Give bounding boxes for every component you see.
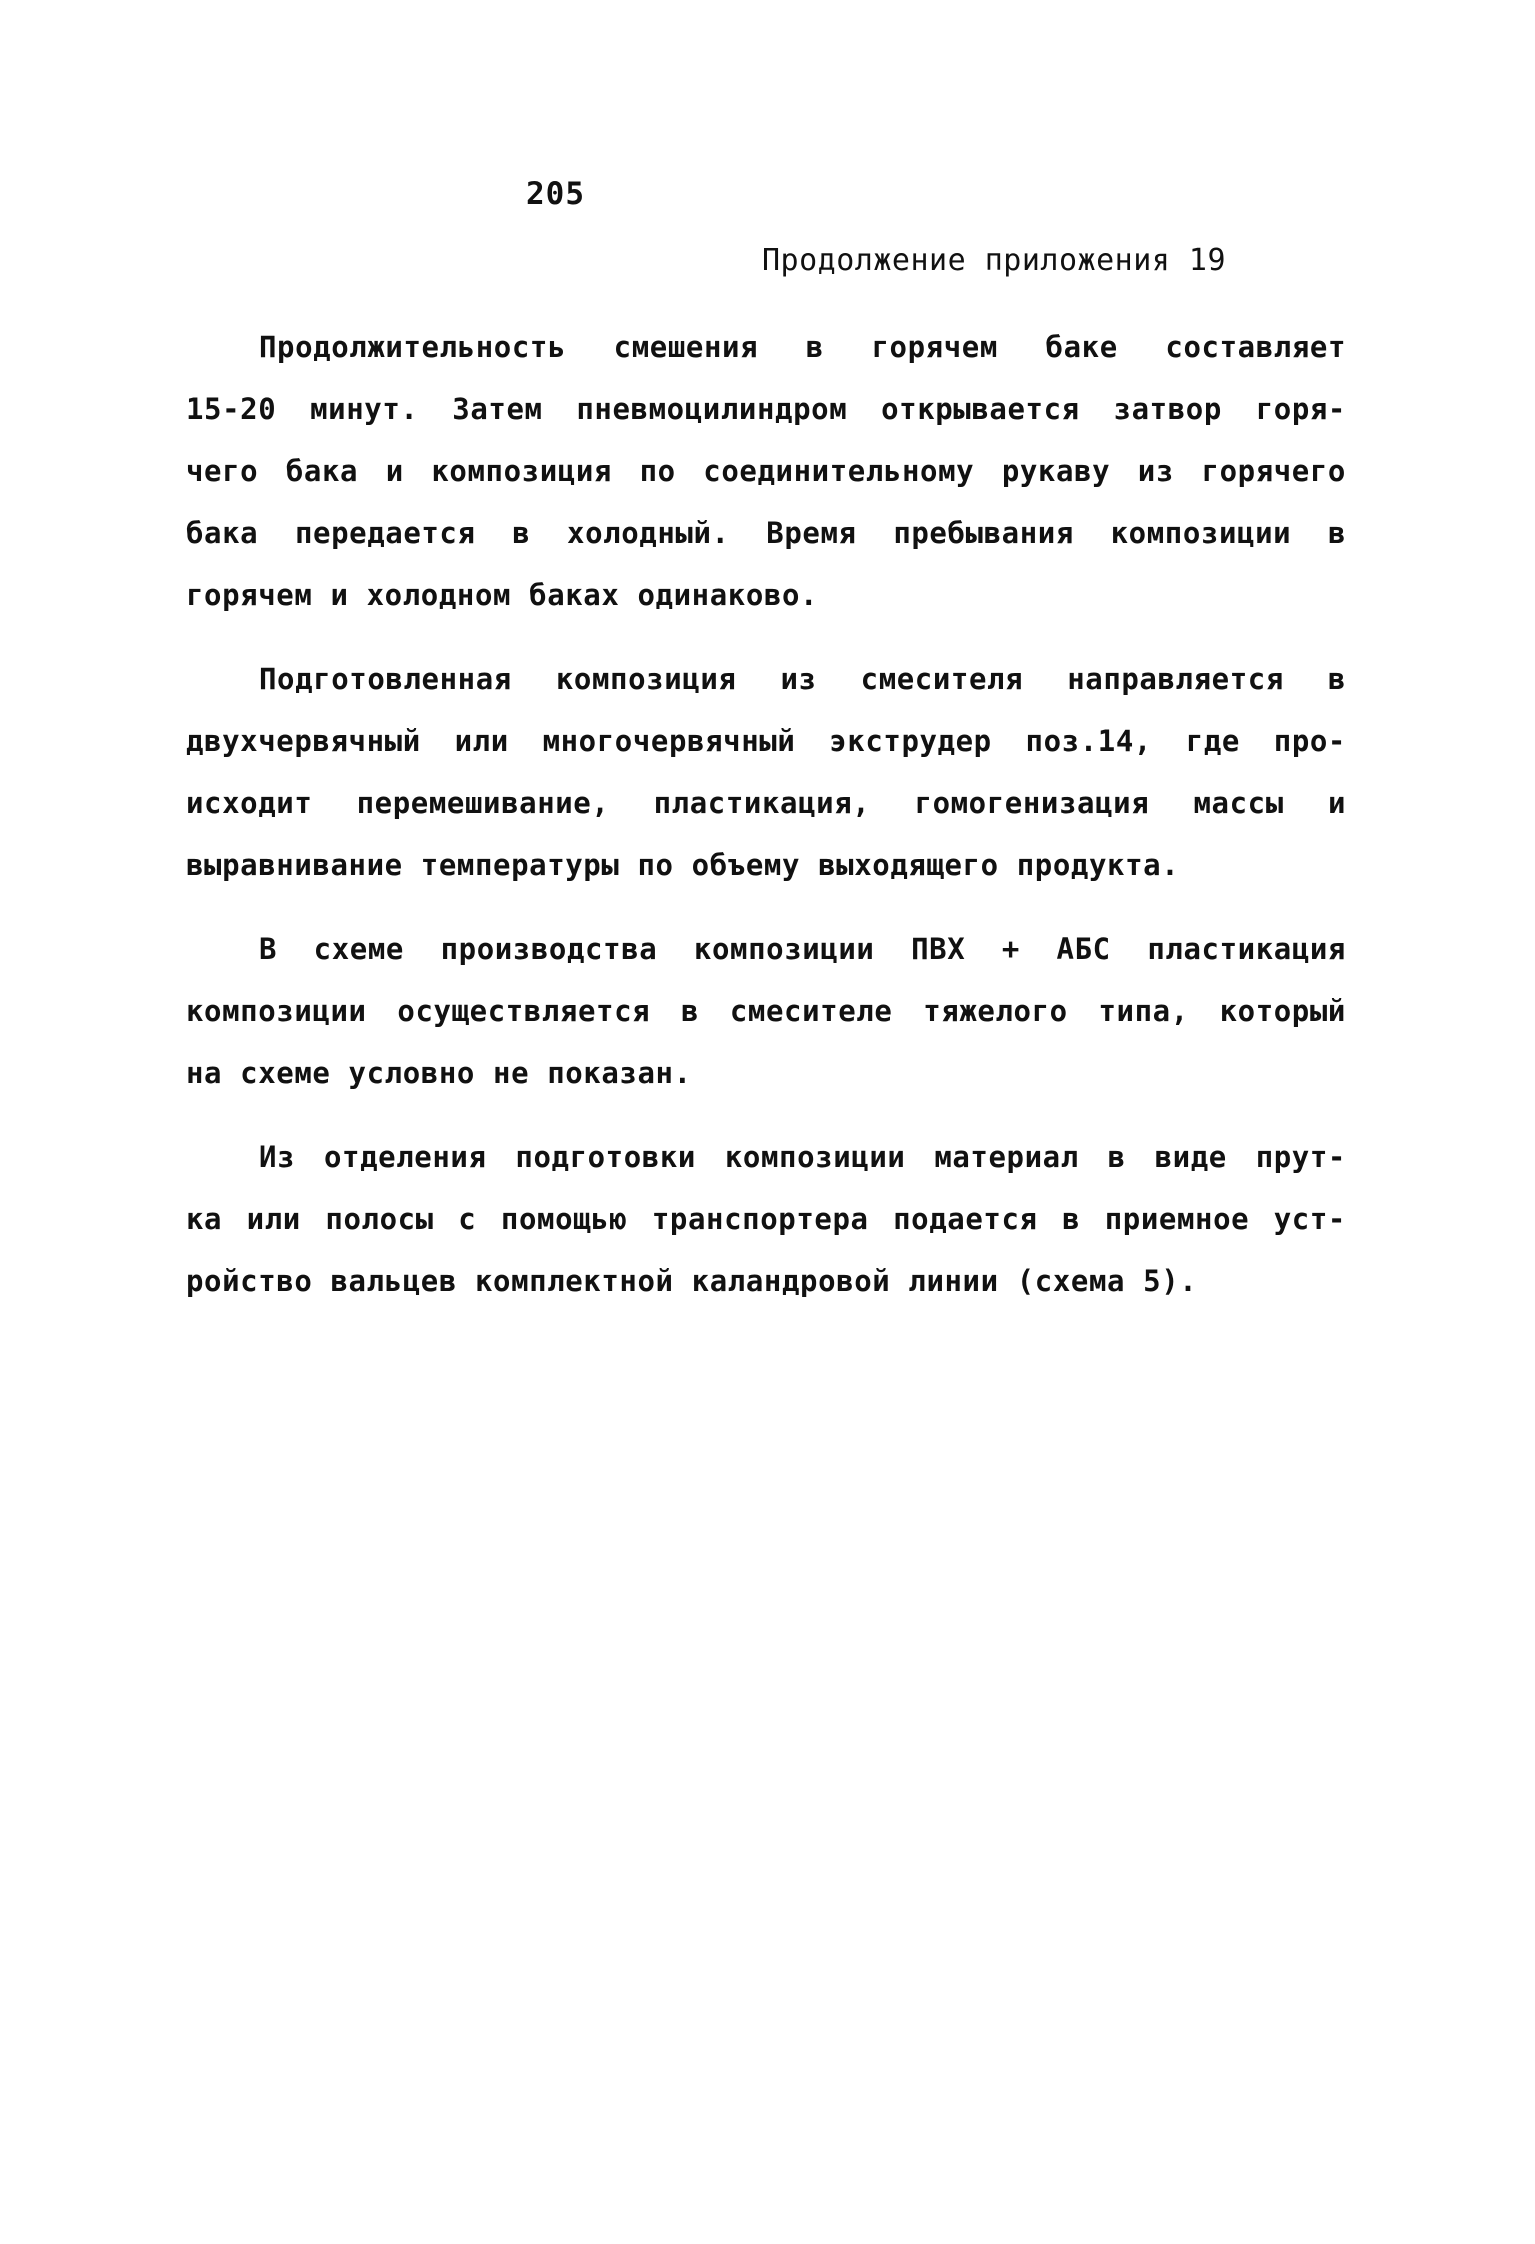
text-line: ройство вальцев комплектной каландровой линии (схема 5). (186, 1264, 1198, 1298)
text-line: 15-20 минут. Затем пневмоцилиндром открывается затвор горя- (186, 392, 1346, 426)
text-line: композиции осуществляется в смесителе тяжелого типа, который (186, 994, 1346, 1028)
text-line: исходит перемешивание, пластикация, гомогенизация массы и (186, 786, 1346, 820)
text-line: чего бака и композиция по соединительному рукаву из горячего (186, 454, 1346, 488)
text-line: В схеме производства композиции ПВХ + АБС пластикация (259, 932, 1346, 966)
text-line: Подготовленная композиция из смесителя направляется в (259, 662, 1346, 696)
text-line: Из отделения подготовки композиции материал в виде прут- (259, 1140, 1346, 1174)
text-line: выравнивание температуры по объему выходящего продукта. (186, 848, 1180, 882)
paragraph-pvc-abs-scheme (186, 918, 1346, 1104)
text-line: двухчервячный или многочервячный экструдер поз.14, где про- (186, 724, 1346, 758)
body-text (186, 316, 1346, 1334)
page-number: 205 (526, 176, 585, 212)
text-line: горячем и холодном баках одинаково. (186, 578, 819, 612)
paragraph-extruder (186, 648, 1346, 896)
appendix-continuation-label: Продолжение приложения 19 (762, 243, 1227, 278)
text-line: ка или полосы с помощью транспортера подается в приемное уст- (186, 1202, 1346, 1236)
text-line: на схеме условно не показан. (186, 1056, 692, 1090)
paragraph-mixing-duration (186, 316, 1346, 626)
paragraph-transport-to-calender (186, 1126, 1346, 1312)
text-line: Продолжительность смешения в горячем баке составляет (259, 330, 1346, 364)
text-line: бака передается в холодный. Время пребывания композиции в (186, 516, 1346, 550)
